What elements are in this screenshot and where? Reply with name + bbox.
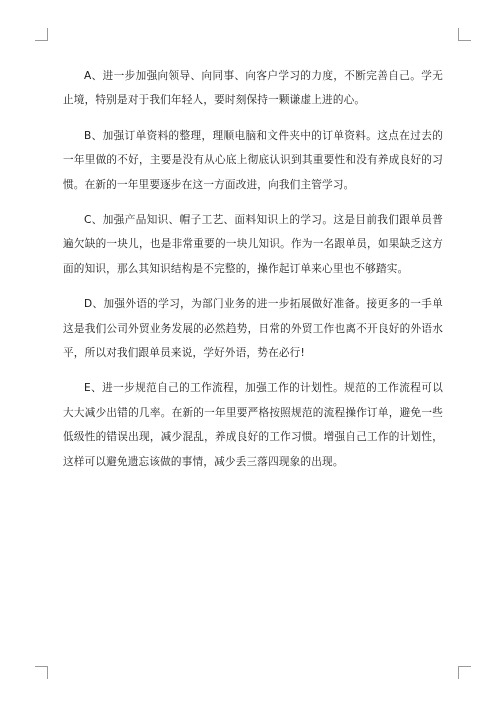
- crop-mark-top-right: [458, 28, 471, 41]
- crop-mark-bottom-right: [458, 666, 471, 679]
- crop-mark-top-left: [35, 28, 48, 41]
- paragraph-a: A、进一步加强向领导、向同事、向客户学习的力度，不断完善自己。学无止境，特别是对于我们年轻人，要时刻保持一颗谦虚上进的心。: [63, 70, 443, 107]
- document-body: [63, 64, 443, 485]
- paragraph-b: B、加强订单资料的整理，理顺电脑和文件夹中的订单资料。这点在过去的一年里做的不好，主要是没有从心底上彻底认识到其重要性和没有养成良好的习惯。在新的一年里要逐步在这一方面改进，向我们主管学习。: [63, 129, 443, 191]
- crop-mark-bottom-left: [35, 666, 48, 679]
- paragraph-d: D、加强外语的学习，为部门业务的进一步拓展做好准备。接更多的一手单这是我们公司外贸业务发展的必然趋势，日常的外贸工作也离不开良好的外语水平，所以对我们跟单员来说，学好外语，势在必行!: [63, 298, 443, 360]
- paragraph-e: E、进一步规范自己的工作流程，加强工作的计划性。规范的工作流程可以大大减少出错的几率。在新的一年里要严格按照规范的流程操作订单，避免一些低级性的错误出现，减少混乱，养成良好的工作习惯。增强自己工作的计划性，这样可以避免遗忘该做的事情，减少丢三落四现象的出现。: [63, 382, 443, 468]
- paragraph-c: C、加强产品知识、帽子工艺、面料知识上的学习。这是目前我们跟单员普遍欠缺的一块儿，也是非常重要的一块儿知识。作为一名跟单员，如果缺乏这方面的知识，那么其知识结构是不完整的，操作起订单来心里也不够踏实。: [63, 214, 443, 275]
